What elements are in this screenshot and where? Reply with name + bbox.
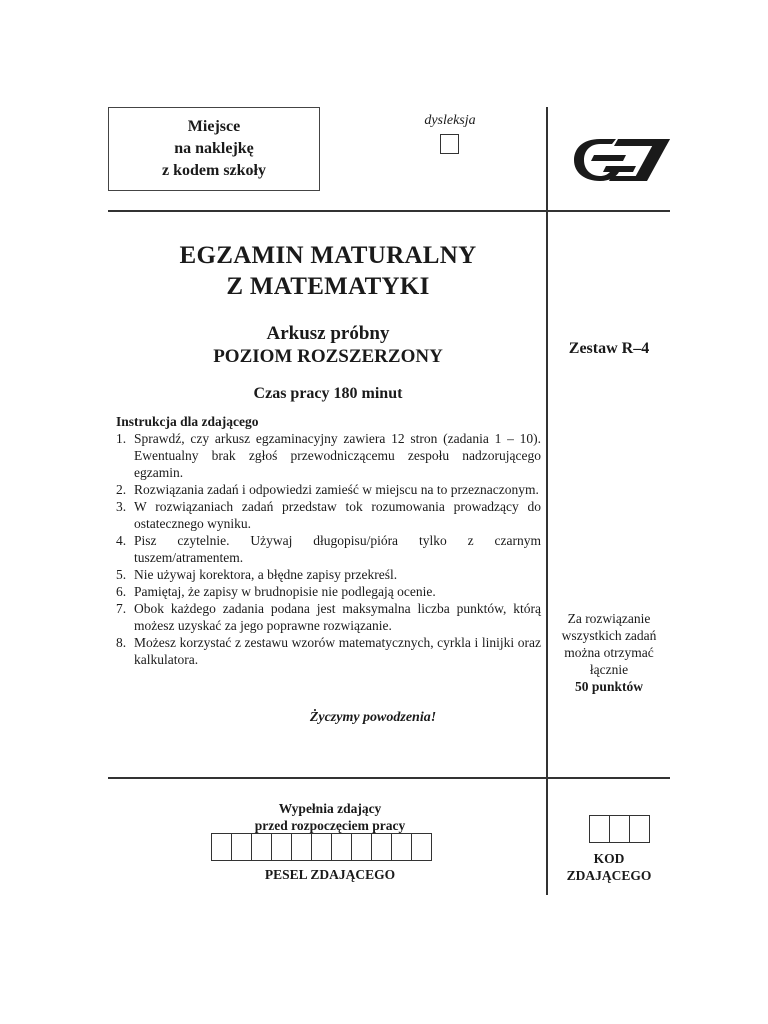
exam-title-line-2: Z MATEMATYKI bbox=[226, 273, 430, 300]
pesel-digit-cell[interactable] bbox=[271, 833, 292, 861]
subtitle-line-1: Arkusz próbny bbox=[266, 323, 390, 344]
pesel-digit-cell[interactable] bbox=[311, 833, 332, 861]
sticker-line-1: Miejsce bbox=[187, 118, 241, 135]
instructions-section bbox=[116, 413, 541, 668]
sticker-line-2: na naklejkę bbox=[174, 140, 254, 157]
pesel-input[interactable] bbox=[212, 833, 432, 861]
list-item bbox=[116, 634, 541, 668]
pesel-digit-cell[interactable] bbox=[291, 833, 312, 861]
list-item bbox=[116, 498, 541, 532]
school-code-sticker-box bbox=[108, 107, 320, 191]
list-item bbox=[116, 430, 541, 481]
pesel-label: PESEL ZDAJĄCEGO bbox=[264, 867, 396, 882]
item-text: Obok każdego zadania podana jest maksymalna liczba punktów, którą możesz uzyskać za jego poprawne rozwiązanie. bbox=[134, 601, 541, 633]
oke-logo-icon bbox=[572, 135, 672, 185]
exam-duration: Czas pracy 180 minut bbox=[253, 385, 403, 402]
list-item bbox=[116, 583, 541, 600]
subtitle-line-2: POZIOM ROZSZERZONY bbox=[213, 346, 443, 367]
list-item bbox=[116, 481, 541, 498]
instructions-heading: Instrukcja dla zdającego bbox=[116, 414, 259, 429]
kod-line-2: ZDAJĄCEGO bbox=[566, 868, 652, 883]
item-number: 6. bbox=[116, 584, 127, 599]
exam-subtitle bbox=[108, 322, 548, 368]
item-number: 2. bbox=[116, 482, 127, 497]
list-item bbox=[116, 600, 541, 634]
bottom-horizontal-rule bbox=[108, 777, 670, 779]
item-number: 1. bbox=[116, 431, 127, 446]
student-code-label bbox=[548, 850, 670, 884]
pesel-digit-cell[interactable] bbox=[351, 833, 372, 861]
exam-title-line-1: EGZAMIN MATURALNY bbox=[179, 242, 477, 269]
points-total: 50 punktów bbox=[575, 679, 643, 694]
item-text: Możesz korzystać z zestawu wzorów matematycznych, cyrkla i linijki oraz kalkulatora. bbox=[134, 635, 541, 667]
item-text: Sprawdź, czy arkusz egzaminacyjny zawiera 12 stron (zadania 1 – 10). Ewentualny brak zgłoś przewodniczącemu zespołu nadzorującego egzamin. bbox=[134, 431, 541, 480]
points-line-1: Za rozwiązanie bbox=[567, 611, 651, 626]
pesel-digit-cell[interactable] bbox=[211, 833, 232, 861]
instructions-list bbox=[116, 430, 541, 668]
list-item bbox=[116, 532, 541, 566]
kod-line-1: KOD bbox=[593, 851, 625, 866]
fill-line-1: Wypełnia zdający bbox=[278, 801, 382, 816]
pesel-digit-cell[interactable] bbox=[251, 833, 272, 861]
item-number: 3. bbox=[116, 499, 127, 514]
top-horizontal-rule bbox=[108, 210, 670, 212]
fill-line-2: przed rozpoczęciem pracy bbox=[254, 818, 406, 833]
item-number: 8. bbox=[116, 635, 127, 650]
sticker-line-3: z kodem szkoły bbox=[162, 162, 266, 179]
pesel-digit-cell[interactable] bbox=[331, 833, 352, 861]
fill-instruction bbox=[200, 800, 460, 834]
item-text: Rozwiązania zadań i odpowiedzi zamieść w miejscu na to przeznaczonym. bbox=[134, 482, 539, 497]
student-code-input[interactable] bbox=[590, 815, 650, 843]
set-label: Zestaw R–4 bbox=[568, 340, 650, 357]
list-item bbox=[116, 566, 541, 583]
item-number: 4. bbox=[116, 533, 127, 548]
code-digit-cell[interactable] bbox=[629, 815, 650, 843]
points-line-4: łącznie bbox=[589, 662, 629, 677]
item-text: W rozwiązaniach zadań przedstaw tok rozumowania prowadzący do ostatecznego wyniku. bbox=[134, 499, 541, 531]
pesel-digit-cell[interactable] bbox=[391, 833, 412, 861]
points-line-3: można otrzymać bbox=[564, 645, 654, 660]
points-line-2: wszystkich zadań bbox=[561, 628, 657, 643]
code-digit-cell[interactable] bbox=[609, 815, 630, 843]
item-text: Pisz czytelnie. Używaj długopisu/pióra tylko z czarnym tuszem/atramentem. bbox=[134, 533, 541, 565]
pesel-digit-cell[interactable] bbox=[411, 833, 432, 861]
pesel-digit-cell[interactable] bbox=[371, 833, 392, 861]
item-number: 5. bbox=[116, 567, 127, 582]
total-points-note bbox=[548, 610, 670, 695]
item-number: 7. bbox=[116, 601, 127, 616]
pesel-digit-cell[interactable] bbox=[231, 833, 252, 861]
item-text: Nie używaj korektora, a błędne zapisy przekreśl. bbox=[134, 567, 398, 582]
exam-title bbox=[108, 240, 548, 302]
dyslexia-label: dysleksja bbox=[424, 113, 476, 128]
dyslexia-checkbox[interactable] bbox=[440, 134, 459, 154]
item-text: Pamiętaj, że zapisy w brudnopisie nie podlegają ocenie. bbox=[134, 584, 436, 599]
good-luck-wish: Życzymy powodzenia! bbox=[309, 710, 437, 725]
code-digit-cell[interactable] bbox=[589, 815, 610, 843]
